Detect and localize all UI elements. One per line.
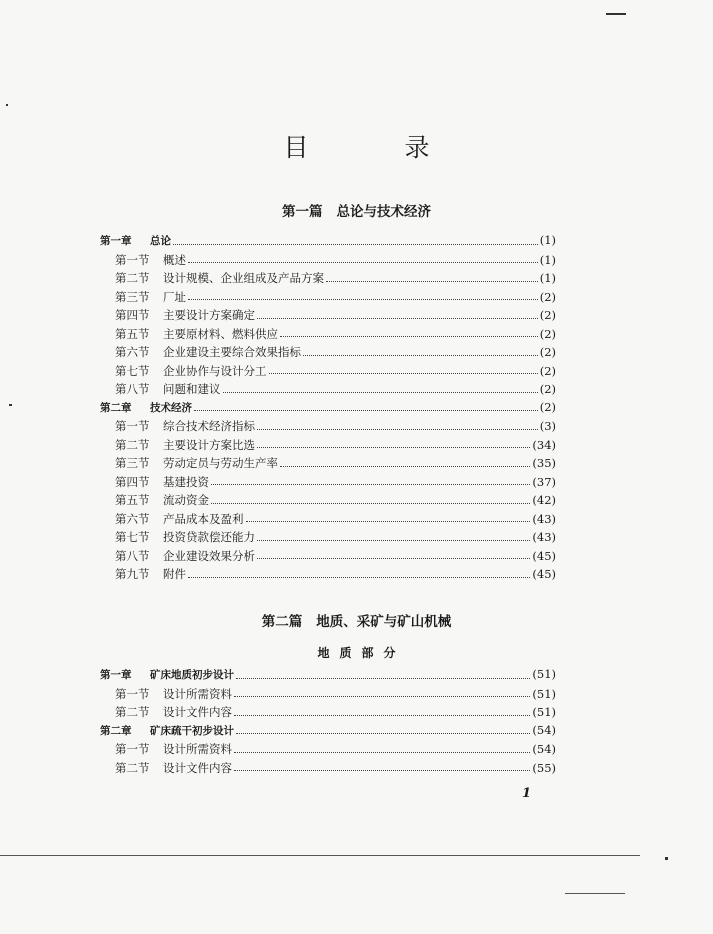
toc-leader-dots: [234, 715, 530, 716]
toc-leader-dots: [223, 392, 538, 393]
toc-section-row: [100, 326, 556, 345]
toc-entry-number: 第八节: [115, 548, 150, 563]
toc-entry-page: (2): [539, 382, 556, 396]
toc-section-row: [100, 741, 556, 760]
toc-entry-page: (51): [532, 667, 556, 681]
part-one-name: 总论与技术经济: [336, 204, 431, 220]
toc-entry-title: 企业协作与设计分工: [163, 363, 267, 378]
toc-entry-number: 第四节: [115, 474, 150, 489]
toc-entry-number: 第一节: [115, 419, 150, 433]
toc-leader-dots: [236, 733, 530, 734]
toc-chapter-row: [100, 723, 556, 742]
toc-entry-title: 投资贷款偿还能力: [163, 530, 255, 544]
scan-mark-left-1: [6, 104, 8, 106]
toc-entry-number: 第七节: [115, 363, 150, 378]
toc-entry-number: 第一章: [100, 669, 132, 681]
toc-part-two: [100, 667, 556, 778]
toc-section-row: [100, 344, 556, 363]
toc-entry-number: 第一节: [115, 252, 150, 267]
toc-leader-dots: [188, 262, 538, 263]
toc-leader-dots: [326, 281, 538, 282]
page-number: 1: [522, 786, 532, 801]
toc-entry-title: 产品成本及盈利: [163, 511, 244, 526]
toc-entry-title: 基建投资: [163, 474, 209, 489]
toc-entry-title: 矿床疏干初步设计: [150, 724, 234, 737]
bottom-rule: [0, 855, 640, 856]
toc-leader-dots: [188, 577, 530, 578]
toc-entry-page: (2): [539, 399, 556, 414]
toc-entry-number: 第五节: [115, 493, 150, 507]
toc-entry-page: (35): [532, 456, 556, 470]
toc-entry-title: 主要设计方案确定: [163, 308, 255, 322]
toc-section-row: [100, 381, 556, 400]
part-two-heading: [0, 610, 713, 630]
toc-leader-dots: [234, 752, 530, 753]
toc-entry-title: 企业建设效果分析: [163, 548, 255, 563]
toc-entry-title: 综合技术经济指标: [163, 419, 255, 433]
toc-chapter-row: [100, 233, 556, 252]
toc-entry-title: 设计所需资料: [163, 742, 232, 756]
toc-entry-page: (3): [539, 419, 556, 433]
toc-entry-number: 第五节: [115, 326, 150, 341]
toc-leader-dots: [236, 678, 530, 679]
toc-entry-title: 企业建设主要综合效果指标: [163, 345, 301, 359]
toc-leader-dots: [234, 696, 530, 697]
toc-section-row: [100, 437, 556, 456]
toc-section-row: [100, 363, 556, 382]
geology-subheading: 地质部分: [317, 646, 406, 660]
toc-entry-page: (1): [539, 252, 556, 267]
toc-section-row: [100, 704, 556, 723]
toc-entry-page: (45): [532, 567, 556, 581]
toc-leader-dots: [303, 355, 538, 356]
part-one-number: 第一篇: [282, 204, 323, 220]
toc-entry-title: 问题和建议: [163, 382, 221, 396]
toc-section-row: [100, 418, 556, 437]
toc-entry-page: (45): [532, 548, 556, 563]
toc-entry-title: 主要原材料、燃料供应: [163, 326, 278, 341]
toc-leader-dots: [211, 503, 530, 504]
toc-leader-dots: [173, 244, 538, 245]
toc-leader-dots: [234, 770, 530, 771]
toc-entry-page: (51): [532, 686, 556, 701]
toc-entry-page: (1): [539, 233, 556, 247]
toc-entry-page: (2): [539, 326, 556, 341]
toc-section-row: [100, 760, 556, 779]
toc-entry-page: (2): [539, 289, 556, 304]
toc-chapter-row: [100, 667, 556, 686]
toc-entry-title: 厂址: [163, 289, 186, 304]
toc-entry-page: (2): [539, 345, 556, 359]
part-one-heading: [0, 200, 713, 220]
toc-part-one: [100, 233, 556, 585]
toc-entry-title: 总论: [150, 235, 171, 247]
toc-entry-title: 设计规模、企业组成及产品方案: [163, 271, 324, 285]
toc-leader-dots: [211, 484, 530, 485]
toc-entry-page: (51): [532, 705, 556, 719]
toc-chapter-row: [100, 400, 556, 419]
page-title: 目 录: [283, 133, 474, 162]
bottom-rule-short: [565, 893, 625, 894]
toc-entry-number: 第三节: [115, 456, 150, 470]
toc-leader-dots: [280, 336, 538, 337]
part-two-name: 地质、采矿与矿山机械: [316, 614, 452, 630]
toc-entry-number: 第八节: [115, 382, 150, 396]
toc-section-row: [100, 474, 556, 493]
toc-entry-title: 技术经济: [150, 401, 192, 414]
toc-entry-title: 劳动定员与劳动生产率: [163, 456, 278, 470]
toc-entry-page: (2): [539, 308, 556, 322]
toc-leader-dots: [188, 299, 538, 300]
toc-section-row: [100, 529, 556, 548]
toc-entry-page: (43): [532, 511, 556, 526]
toc-section-row: [100, 548, 556, 567]
toc-leader-dots: [257, 318, 538, 319]
toc-entry-number: 第一节: [115, 686, 150, 701]
toc-entry-title: 概述: [163, 252, 186, 267]
toc-entry-title: 设计文件内容: [163, 760, 232, 775]
toc-entry-number: 第四节: [115, 308, 150, 322]
toc-leader-dots: [257, 447, 530, 448]
toc-entry-number: 第一章: [100, 235, 132, 247]
toc-entry-number: 第一节: [115, 742, 150, 756]
toc-leader-dots: [257, 540, 530, 541]
toc-entry-title: 主要设计方案比选: [163, 437, 255, 452]
toc-entry-page: (54): [532, 722, 556, 737]
toc-section-row: [100, 686, 556, 705]
toc-entry-page: (55): [532, 760, 556, 775]
toc-entry-page: (42): [532, 493, 556, 507]
toc-entry-number: 第三节: [115, 289, 150, 304]
toc-section-row: [100, 307, 556, 326]
toc-entry-page: (43): [532, 530, 556, 544]
toc-entry-title: 设计文件内容: [163, 705, 232, 719]
toc-leader-dots: [246, 521, 531, 522]
toc-entry-number: 第九节: [115, 567, 150, 581]
toc-leader-dots: [257, 558, 530, 559]
toc-section-row: [100, 492, 556, 511]
toc-entry-number: 第二节: [115, 760, 150, 775]
toc-entry-number: 第六节: [115, 511, 150, 526]
toc-section-row: [100, 566, 556, 585]
toc-entry-title: 流动资金: [163, 493, 209, 507]
toc-leader-dots: [194, 410, 538, 411]
toc-leader-dots: [280, 466, 530, 467]
toc-entry-number: 第二章: [100, 724, 132, 737]
toc-section-row: [100, 455, 556, 474]
toc-entry-number: 第六节: [115, 345, 150, 359]
part-two-number: 第二篇: [261, 614, 303, 630]
toc-section-row: [100, 511, 556, 530]
toc-section-row: [100, 252, 556, 271]
toc-entry-title: 附件: [163, 567, 186, 581]
toc-entry-page: (34): [532, 437, 556, 452]
toc-section-row: [100, 270, 556, 289]
toc-leader-dots: [257, 429, 538, 430]
toc-entry-number: 第二章: [100, 401, 132, 414]
toc-entry-number: 第二节: [115, 705, 150, 719]
toc-entry-page: (54): [532, 742, 556, 756]
toc-entry-page: (37): [532, 474, 556, 489]
toc-entry-page: (1): [539, 271, 556, 285]
toc-section-row: [100, 289, 556, 308]
scan-mark-left-2: [9, 404, 12, 406]
toc-entry-title: 矿床地质初步设计: [150, 669, 234, 681]
scan-mark-right-dot: [665, 857, 668, 860]
toc-entry-title: 设计所需资料: [163, 686, 232, 701]
scan-mark-top-right: [606, 13, 626, 15]
toc-entry-page: (2): [539, 363, 556, 378]
toc-entry-number: 第七节: [115, 530, 150, 544]
toc-entry-number: 第二节: [115, 437, 150, 452]
toc-leader-dots: [269, 373, 538, 374]
toc-entry-number: 第二节: [115, 271, 150, 285]
